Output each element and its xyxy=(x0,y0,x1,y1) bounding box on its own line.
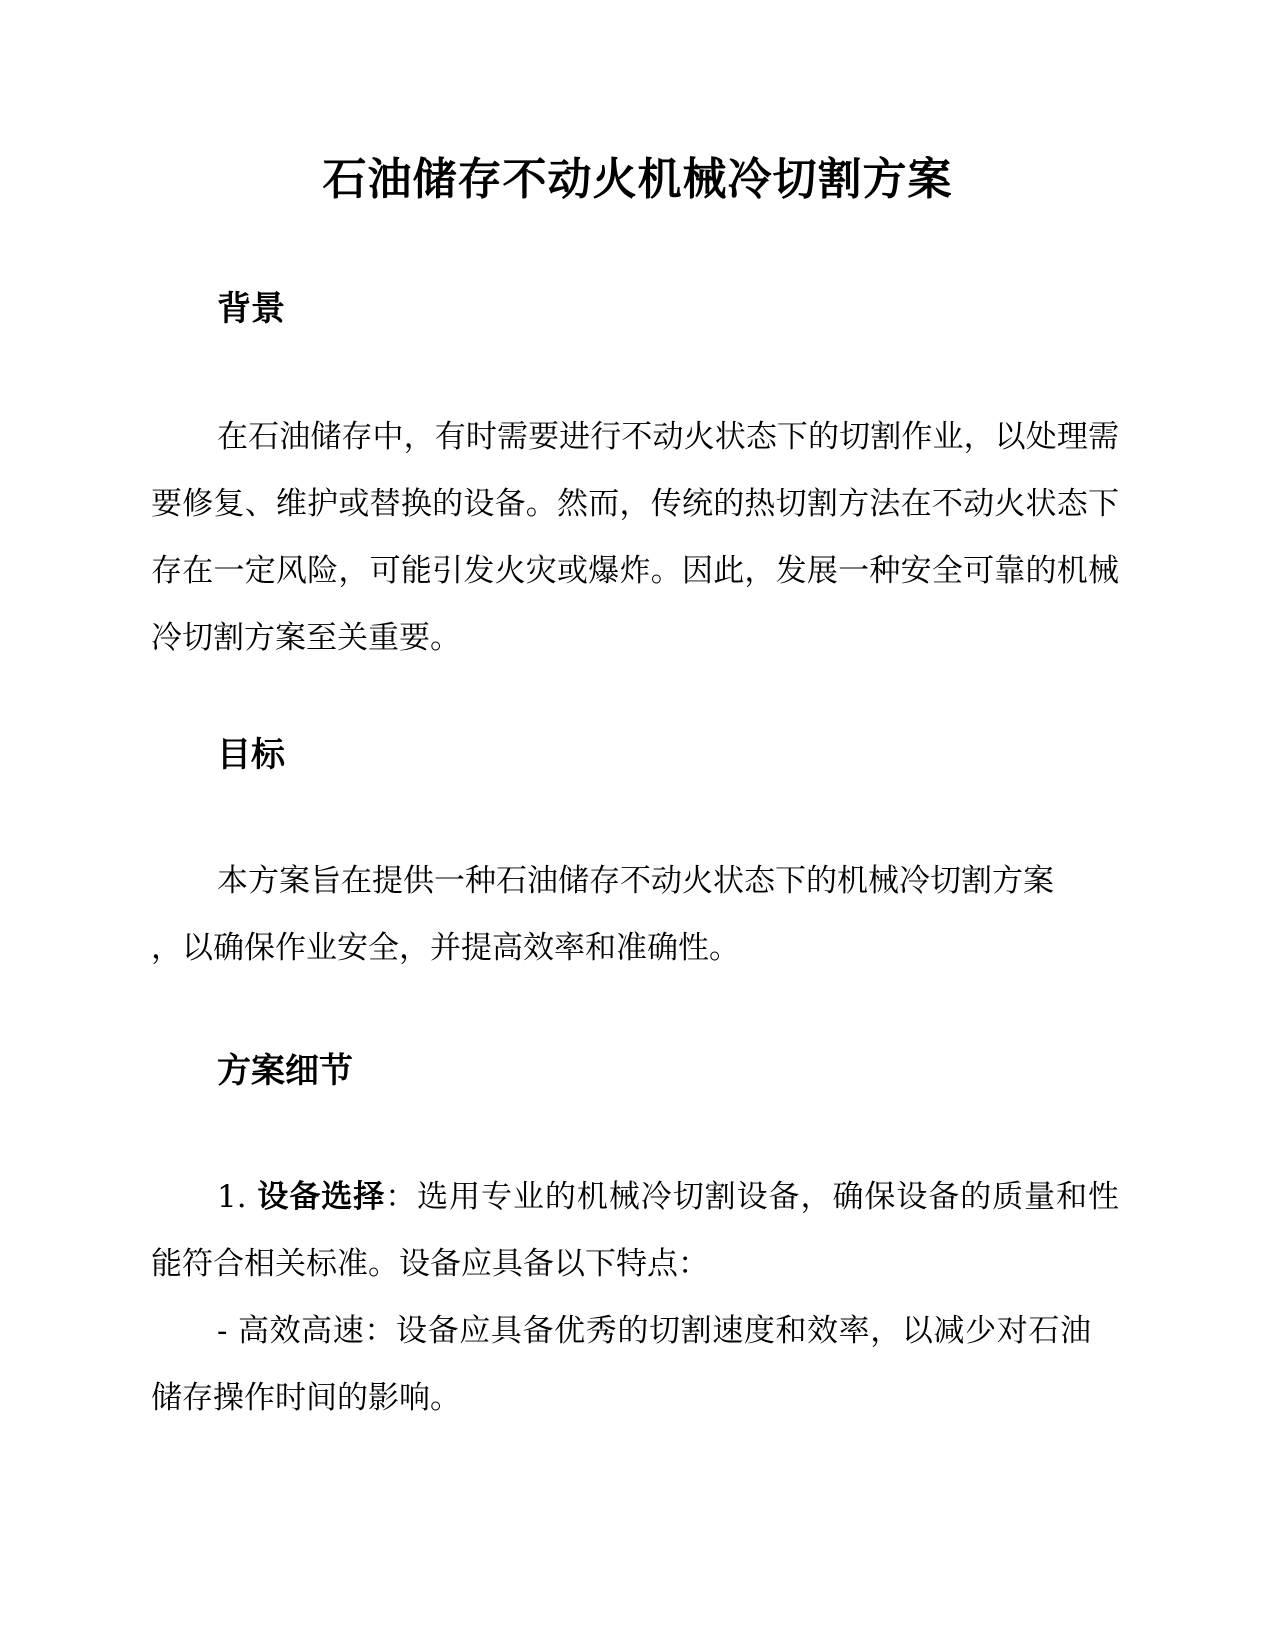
document-title: 石油储存不动火机械冷切割方案 xyxy=(322,154,953,205)
plan-item-1-text: ：选用专业的机械冷切割设备，确保设备的质量和性能符合相关标准。设备应具备以下特点： xyxy=(151,1179,1120,1282)
plan-item-1-number: 1. xyxy=(217,1179,258,1215)
section-heading-plan-details: 方案细节 xyxy=(217,1051,353,1091)
section-heading-background: 背景 xyxy=(217,289,285,329)
goal-paragraph-line-1: 本方案旨在提供一种石油储存不动火状态下的机械冷切割方案 xyxy=(217,863,1054,899)
section-heading-goal: 目标 xyxy=(217,735,285,775)
plan-item-1 xyxy=(151,1164,1119,1298)
goal-paragraph xyxy=(151,848,1119,982)
goal-paragraph-line-2: ，以确保作业安全，并提高效率和准确性。 xyxy=(151,930,740,966)
plan-item-1-bullet-1: - 高效高速：设备应具备优秀的切割速度和效率，以减少对石油储存操作时间的影响。 xyxy=(151,1313,1091,1416)
plan-item-1-label: 设备选择 xyxy=(257,1179,386,1215)
background-paragraph: 在石油储存中，有时需要进行不动火状态下的切割作业，以处理需要修复、维护或替换的设备。然而，传统的热切割方法在不动火状态下存在一定风险，可能引发火灾或爆炸。因此，发展一种安全可靠的机械冷切割方案至关重要。 xyxy=(151,419,1119,656)
